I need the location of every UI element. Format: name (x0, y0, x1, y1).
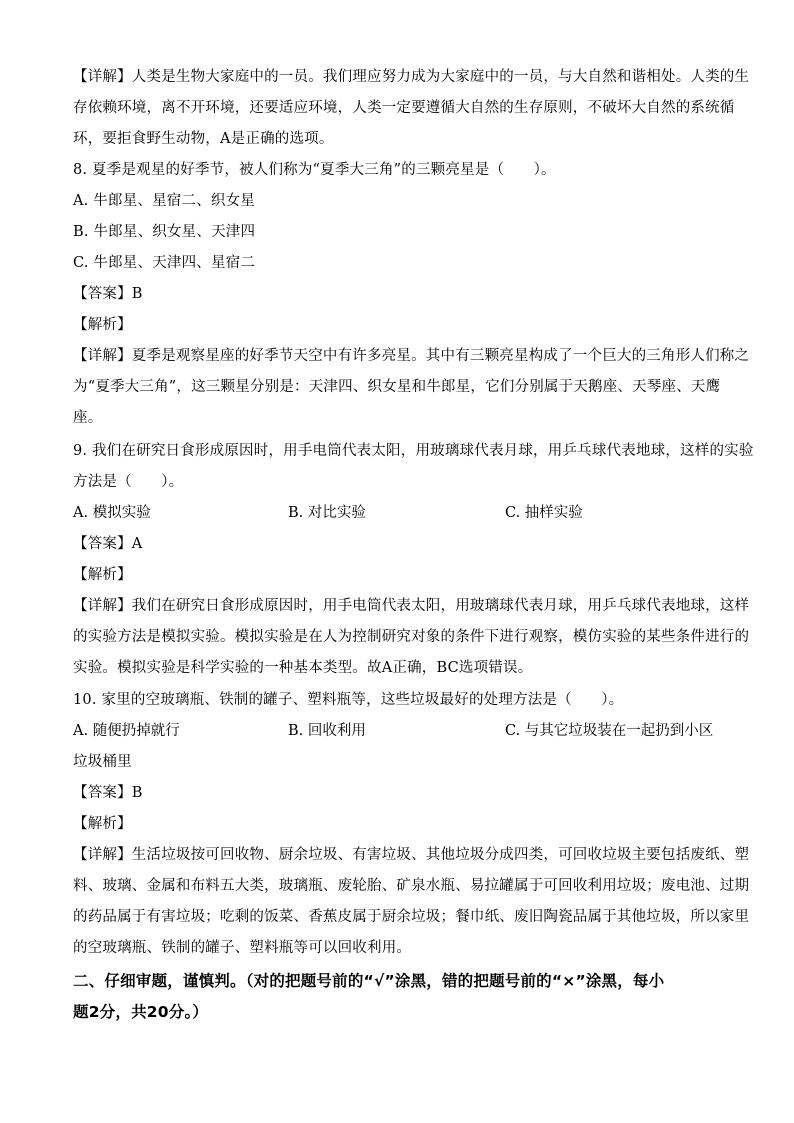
q10-detail-line-4: 的空玻璃瓶、铁制的罐子、塑料瓶等可以回收利用。 (73, 940, 412, 956)
q8-stem: 8. 夏季是观星的好季节，被人们称为“夏季大三角”的三颗亮星是（ ）。 (73, 162, 556, 178)
q10-detail-line-1: 【详解】生活垃圾按可回收物、厨余垃圾、有害垃圾、其他垃圾分成四类，可回收垃圾主要包括废纸、塑 (73, 847, 750, 863)
q10-option-c-continued: 垃圾桶里 (73, 754, 132, 770)
q9-option-b: B. 对比实验 (288, 505, 366, 521)
section-2-heading-line-1: 二、仔细审题，谨慎判。（对的把题号前的“√”涂黑，错的把题号前的“×”涂黑，每小 (73, 972, 665, 990)
q8-option-b: B. 牛郎星、织女星、天津四 (73, 224, 256, 240)
q10-stem: 10. 家里的空玻璃瓶、铁制的罐子、塑料瓶等，这些垃圾最好的处理方法是（ ）。 (73, 692, 624, 708)
q10-option-b: B. 回收利用 (288, 723, 366, 739)
q10-detail-line-3: 的药品属于有害垃圾；吃剩的饭菜、香蕉皮属于厨余垃圾；餐巾纸、废旧陶瓷品属于其他垃圾，所以家里 (73, 909, 750, 925)
section-2-heading-line-2: 题2分，共20分。） (73, 1003, 209, 1021)
q9-detail-line-1: 【详解】我们在研究日食形成原因时，用手电筒代表太阳，用玻璃球代表月球，用乒乓球代表地球，这样 (73, 598, 750, 614)
q8-detail-line-3: 座。 (73, 410, 103, 426)
q10-analysis-label: 【解析】 (73, 816, 132, 832)
q9-option-c: C. 抽样实验 (505, 505, 583, 521)
q7-detail-line-2: 存依赖环境，离不开环境，还要适应环境，人类一定要遵循大自然的生存原则，不破坏大自然的系统循 (73, 100, 735, 116)
q8-detail-line-1: 【详解】夏季是观察星座的好季节天空中有许多亮星。其中有三颗亮星构成了一个巨大的三角形人们称之 (73, 348, 750, 364)
q8-option-a: A. 牛郎星、星宿二、织女星 (73, 193, 255, 209)
q8-detail-line-2: 为“夏季大三角”，这三颗星分别是：天津四、织女星和牛郎星，它们分别属于天鹅座、天琴座、天鹰 (73, 379, 721, 395)
q7-detail-line-1: 【详解】人类是生物大家庭中的一员。我们理应努力成为大家庭中的一员，与大自然和谐相处。人类的生 (73, 69, 750, 85)
q9-analysis-label: 【解析】 (73, 567, 132, 583)
q9-detail-line-3: 实验。模拟实验是科学实验的一种基本类型。故A正确，BC选项错误。 (73, 660, 533, 676)
q10-option-c: C. 与其它垃圾装在一起扔到小区 (505, 723, 714, 739)
q9-option-a: A. 模拟实验 (73, 505, 151, 521)
q10-detail-line-2: 料、玻璃、金属和布料五大类，玻璃瓶、废轮胎、矿泉水瓶、易拉罐属于可回收利用垃圾；废电池、过期 (73, 878, 750, 894)
q9-answer: 【答案】A (73, 536, 143, 552)
q9-detail-line-2: 的实验方法是模拟实验。模拟实验是在人为控制研究对象的条件下进行观察，模仿实验的某些条件进行的 (73, 629, 750, 645)
q10-answer: 【答案】B (73, 785, 143, 801)
q7-detail-line-3: 环，要拒食野生动物，A是正确的选项。 (73, 131, 334, 147)
q8-option-c: C. 牛郎星、天津四、星宿二 (73, 255, 256, 271)
q9-stem-line-2: 方法是（ ）。 (73, 474, 184, 490)
q9-stem-line-1: 9. 我们在研究日食形成原因时，用手电筒代表太阳，用玻璃球代表月球，用乒乓球代表地球，这样的实验 (73, 443, 754, 459)
q10-option-a: A. 随便扔掉就行 (73, 723, 180, 739)
q8-answer: 【答案】B (73, 286, 143, 302)
q8-analysis-label: 【解析】 (73, 317, 132, 333)
